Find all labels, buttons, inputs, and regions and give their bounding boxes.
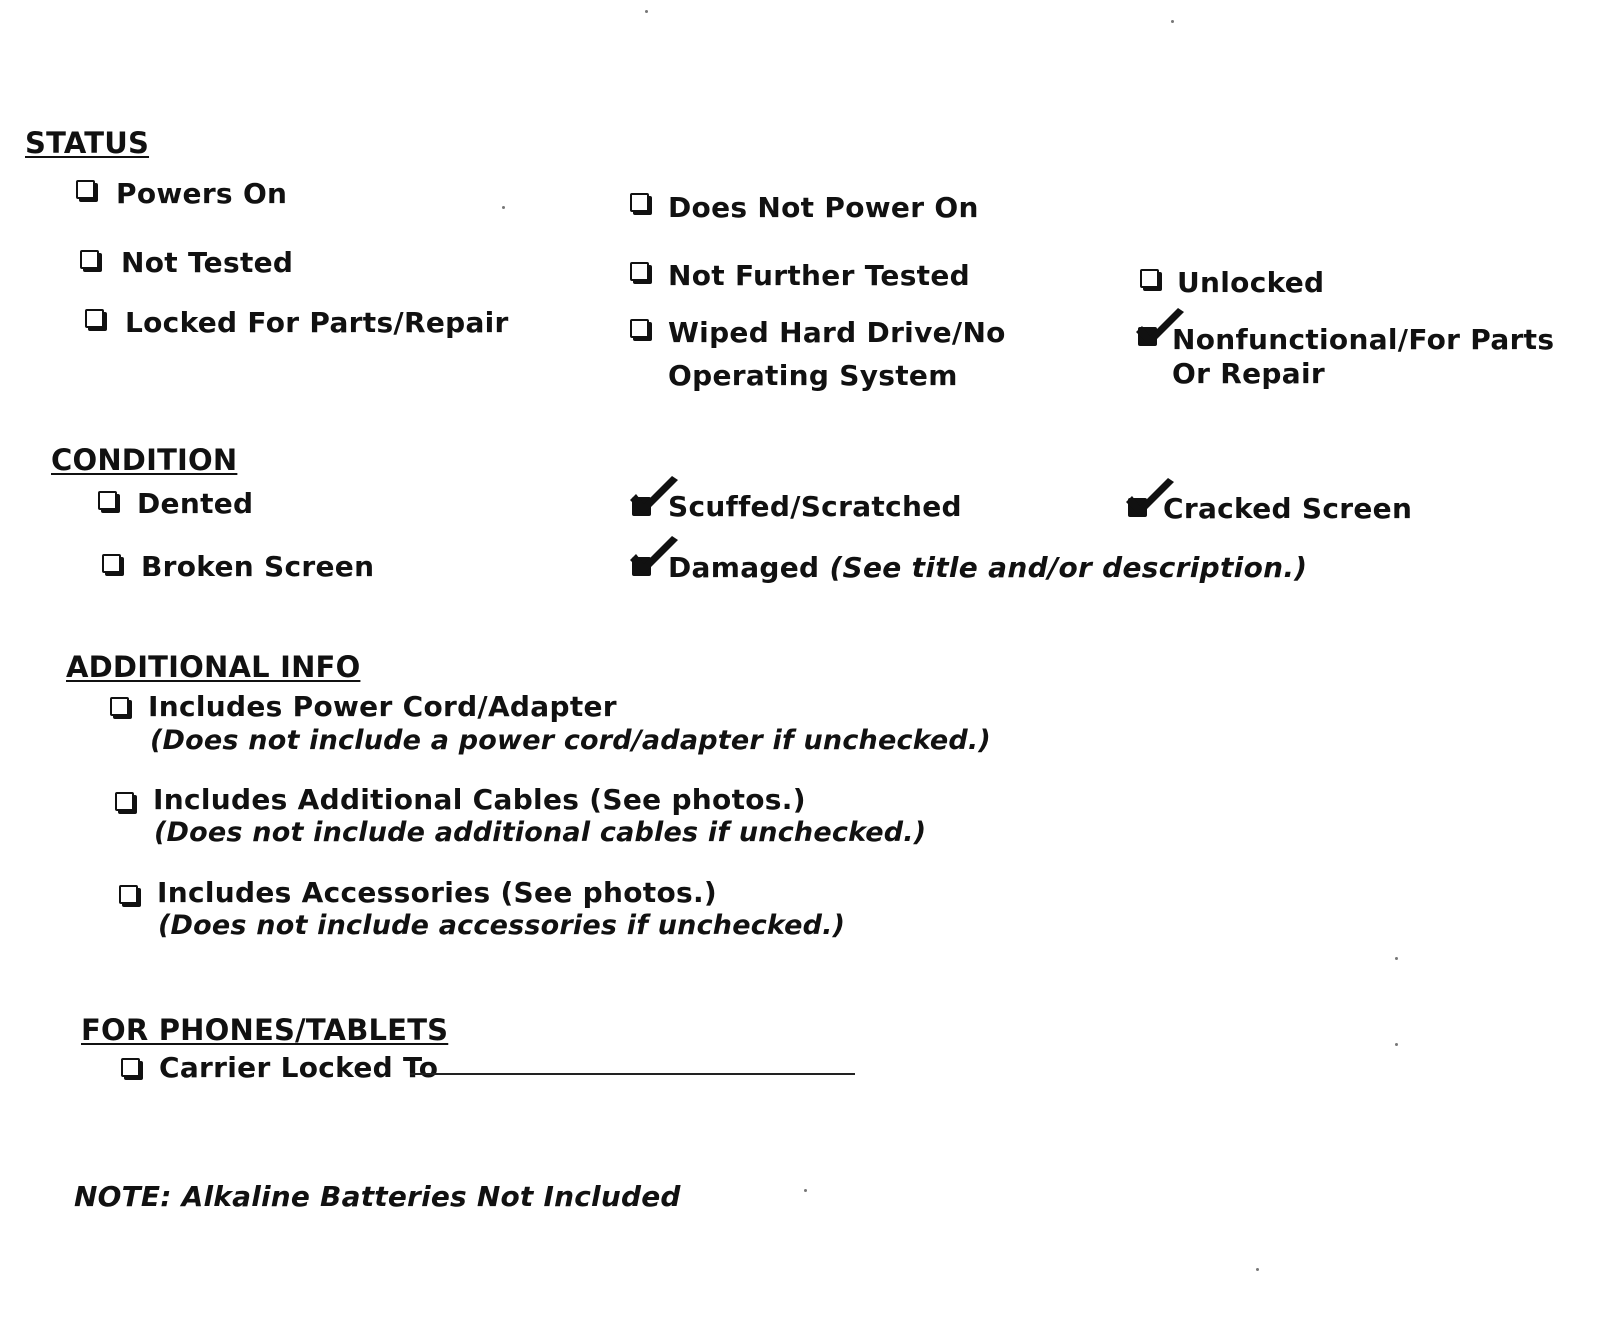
checkbox-label-note: (See title and/or description.) (829, 551, 1308, 584)
checkbox-icon[interactable] (1140, 269, 1159, 288)
checkbox-label: Powers On (116, 177, 288, 210)
checkbox-label: Locked For Parts/Repair (125, 306, 509, 339)
checkbox-icon[interactable] (119, 885, 138, 904)
checkbox-label: Not Tested (121, 246, 294, 279)
checkbox-label (668, 546, 1307, 590)
checkbox-icon[interactable] (115, 792, 134, 811)
checkbox-label: Includes Accessories (See photos.) (157, 876, 717, 909)
scan-speck (645, 10, 648, 13)
checkbox-label: Unlocked (1177, 266, 1325, 299)
checkbox-label: Broken Screen (141, 550, 375, 583)
checkbox-note: (Does not include accessories if unchecked.) (158, 910, 846, 941)
checkbox-label-line2: Or Repair (1172, 357, 1325, 390)
checkbox-label: Includes Additional Cables (See photos.) (153, 783, 806, 816)
checkbox-label: Not Further Tested (668, 259, 970, 292)
checkbox-label: Carrier Locked To (159, 1051, 439, 1084)
scan-speck (1171, 20, 1174, 23)
checkbox-icon[interactable] (80, 250, 99, 269)
checkbox-label-text: Damaged (668, 551, 820, 584)
condition-heading: CONDITION (51, 443, 238, 477)
phones-tablets-heading: FOR PHONES/TABLETS (81, 1013, 449, 1047)
scan-speck (1395, 1043, 1398, 1046)
checkbox-label: Nonfunctional/For Parts (1172, 323, 1555, 356)
scan-speck (1256, 1268, 1259, 1271)
checkbox-label: Wiped Hard Drive/No (668, 316, 1006, 349)
checkbox-note: (Does not include additional cables if unchecked.) (154, 817, 927, 848)
checkbox-icon[interactable] (121, 1058, 140, 1077)
checkbox-note: (Does not include a power cord/adapter if unchecked.) (150, 725, 991, 756)
checkbox-icon[interactable] (110, 697, 129, 716)
scan-speck (804, 1189, 807, 1192)
checkbox-icon[interactable] (630, 262, 649, 281)
checkbox-icon[interactable] (630, 319, 649, 338)
checkbox-label-line2: Operating System (668, 359, 958, 392)
checkbox-label: Includes Power Cord/Adapter (148, 690, 617, 723)
checkbox-label: Scuffed/Scratched (668, 490, 962, 523)
checkbox-icon[interactable] (85, 309, 104, 328)
checkbox-icon[interactable] (102, 554, 121, 573)
checkbox-icon[interactable] (98, 491, 117, 510)
batteries-note: NOTE: Alkaline Batteries Not Included (74, 1180, 681, 1213)
scan-speck (502, 206, 505, 209)
status-heading: STATUS (25, 126, 150, 160)
checkbox-label: Cracked Screen (1163, 492, 1413, 525)
carrier-blank-line[interactable] (410, 1073, 855, 1075)
checkbox-icon[interactable] (630, 193, 649, 212)
checkbox-label: Does Not Power On (668, 191, 979, 224)
scan-speck (1395, 957, 1398, 960)
additional-info-heading: ADDITIONAL INFO (66, 650, 361, 684)
checkbox-icon[interactable] (76, 180, 95, 199)
checkbox-label: Dented (137, 487, 254, 520)
